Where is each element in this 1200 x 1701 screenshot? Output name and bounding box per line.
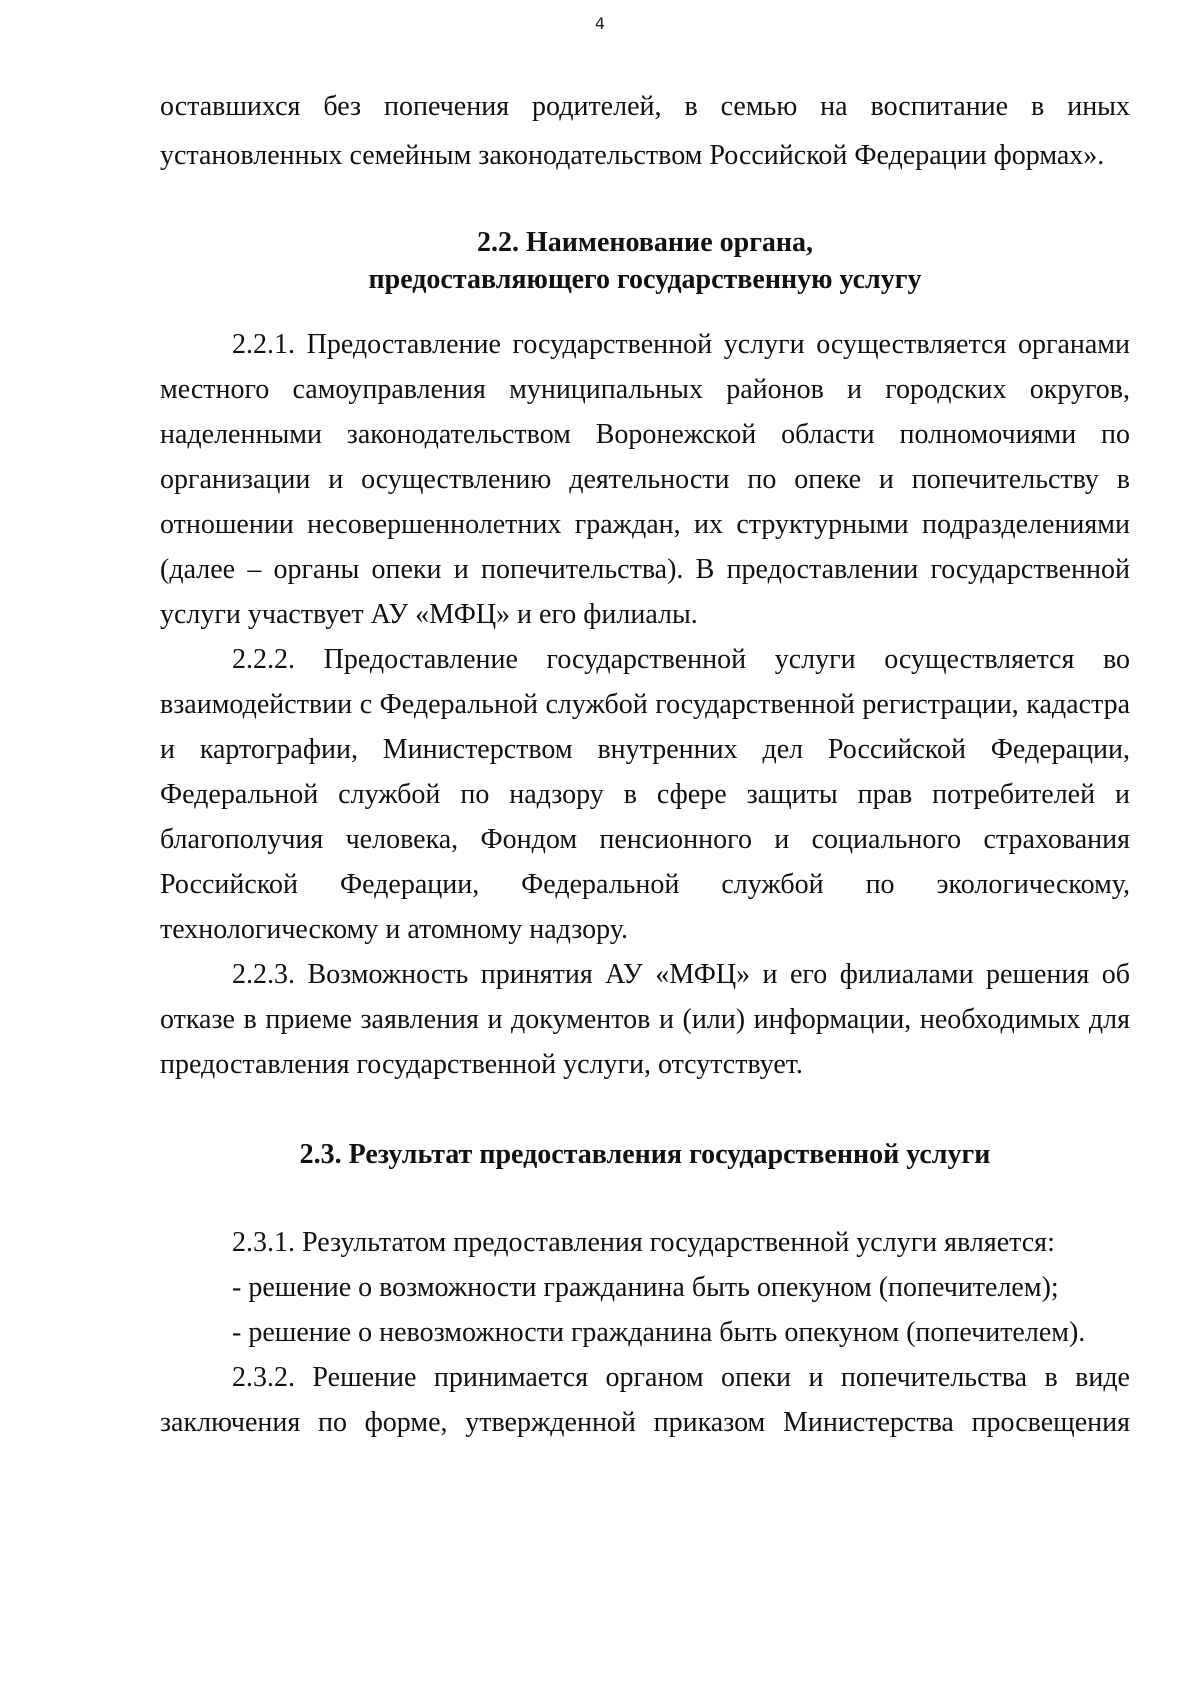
intro-paragraph: оставшихся без попечения родителей, в семью на воспитание в иных установленных семейным законодательством Российской Федерации формах». [160, 91, 1130, 171]
section-2-3-heading [160, 1136, 1130, 1173]
paragraph-2-3-2: 2.3.2. Решение принимается органом опеки и попечительства в виде заключения по форме, утвержденной приказом Министерства просвещения [160, 1362, 1130, 1438]
page-number: 4 [594, 14, 606, 33]
section-2-2-body [160, 322, 1130, 1087]
section-2-2-heading [160, 224, 1130, 298]
paragraph-2-2-1: 2.2.1. Предоставление государственной услуги осуществляется органами местного самоуправления муниципальных районов и городских округов, наделенными законодательством Воронежской области полномочиями по организации и осуществлению деятельности по опеке и попечительству в отношении несовершеннолетних граждан, их структурными подразделениями (далее – органы опеки и попечительства). В предоставлении государственной услуги участвует АУ «МФЦ» и его филиалы. [160, 329, 1130, 630]
section-2-2-title-line1: 2.2. Наименование органа, [476, 227, 814, 258]
intro-paragraph-block [160, 82, 1130, 180]
section-2-3-body [160, 1220, 1130, 1445]
list-item-impossibility: - решение о невозможности гражданина быть опекуном (попечителем). [232, 1317, 1086, 1348]
paragraph-2-3-1: 2.3.1. Результатом предоставления государственной услуги является: [232, 1227, 1055, 1258]
section-2-3-title: 2.3. Результат предоставления государственной услуги [299, 1139, 991, 1170]
paragraph-2-2-2: 2.2.2. Предоставление государственной услуги осуществляется во взаимодействии с Федеральной службой государственной регистрации, кадастра и картографии, Министерством внутренних дел Российской Федерации, Федеральной службой по надзору в сфере защиты прав потребителей и благополучия человека, Фондом пенсионного и социального страхования Российской Федерации, Федеральной службой по экологическому, технологическому и атомному надзору. [160, 644, 1130, 945]
section-2-2-title-line2: предоставляющего государственную услугу [368, 264, 922, 295]
paragraph-2-2-3: 2.2.3. Возможность принятия АУ «МФЦ» и его филиалами решения об отказе в приеме заявления и документов и (или) информации, необходимых для предоставления государственной услуги, отсутствует. [160, 959, 1130, 1080]
list-item-possibility: - решение о возможности гражданина быть опекуном (попечителем); [232, 1272, 1059, 1303]
